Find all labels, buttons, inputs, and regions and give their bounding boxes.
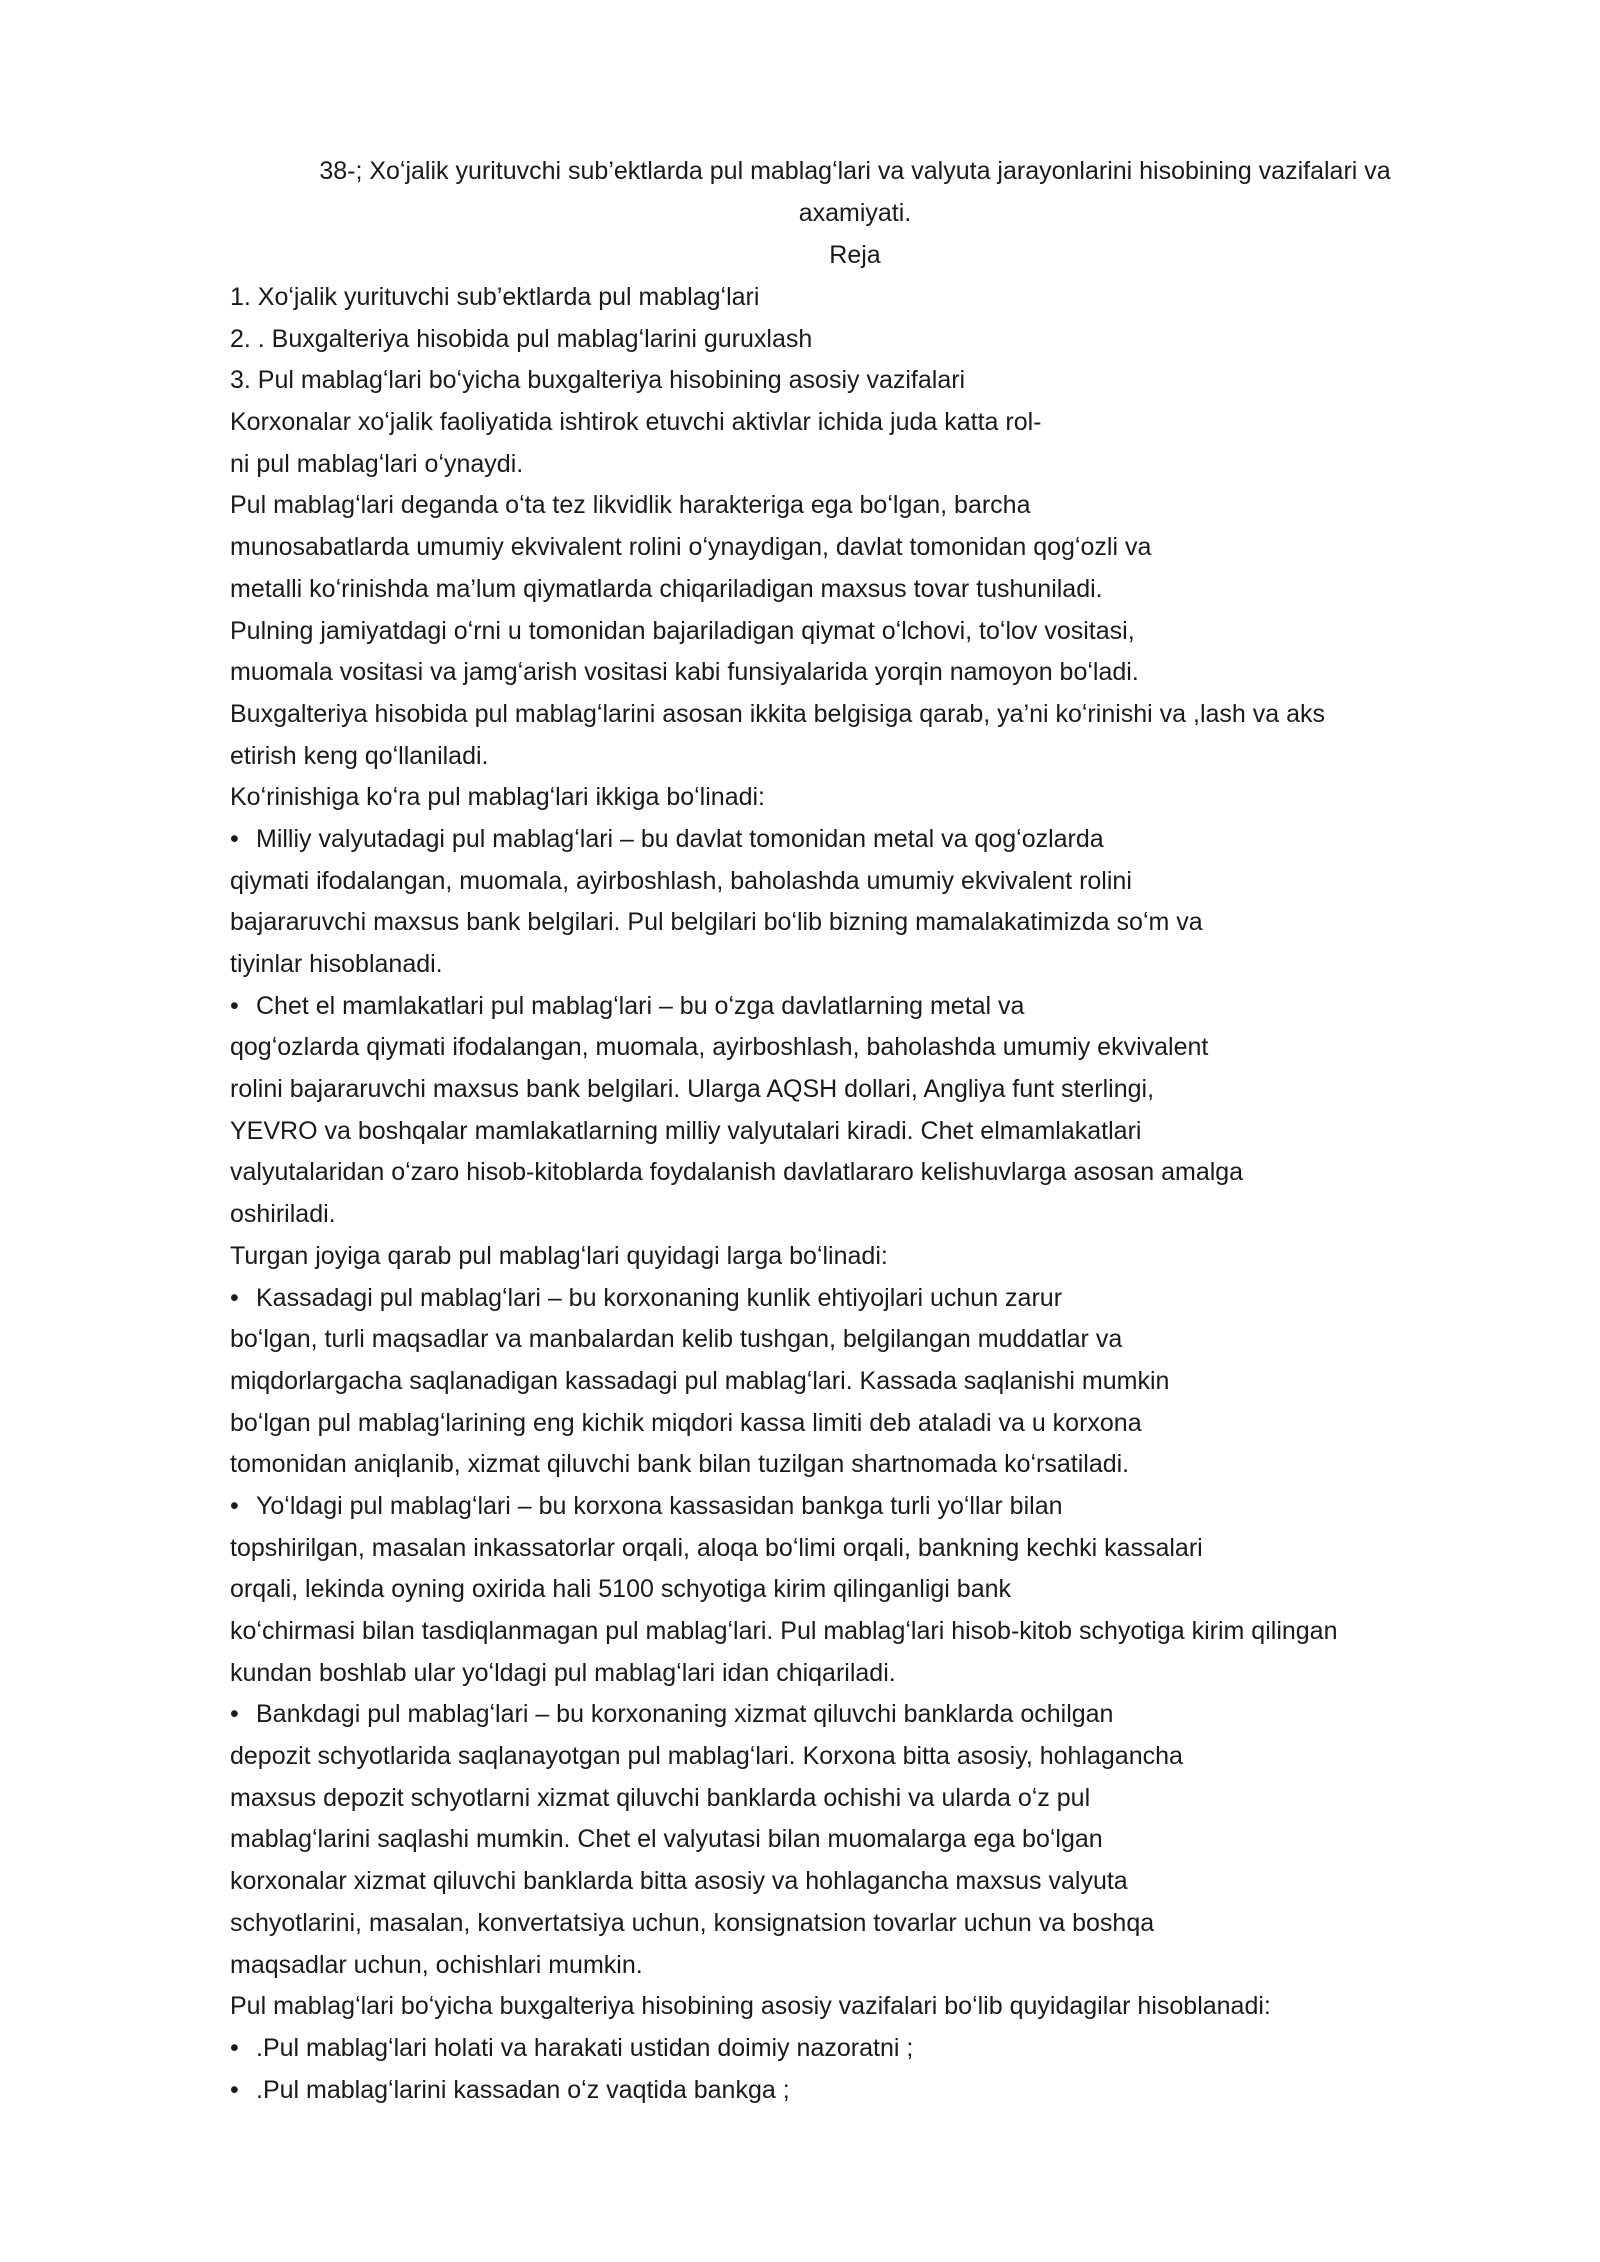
body-line: metalli koʻrinishda ma’lum qiymatlarda chiqariladigan maxsus tovar tushuniladi. (230, 574, 1103, 603)
body-line: mablagʻlarini saqlashi mumkin. Chet el valyutasi bilan muomalarga ega boʻlgan (230, 1825, 1103, 1854)
body-line: tomonidan aniqlanib, xizmat qiluvchi bank bilan tuzilgan shartnomada koʻrsatiladi. (230, 1450, 1130, 1479)
body-line: bajararuvchi maxsus bank belgilari. Pul belgilari boʻlib bizning mamalakatimizda soʻm va (230, 908, 1203, 937)
body-line: schyotlarini, masalan, konvertatsiya uchun, konsignatsion tovarlar uchun va boshqa (230, 1908, 1155, 1937)
body-line: rolini bajararuvchi maxsus bank belgilari. Ularga AQSH dollari, Angliya funt sterlingi, (230, 1075, 1155, 1104)
bullet-line: • .Pul mablagʻlari holati va harakati ustidan doimiy nazoratni ; (230, 2028, 1490, 2070)
body-line: 3. Pul mablagʻlari boʻyicha buxgalteriya hisobining asosiy vazifalari (230, 366, 966, 395)
document-body (230, 277, 1490, 2111)
body-line: maqsadlar uchun, ochishlari mumkin. (230, 1950, 643, 1979)
body-line: Pul mablagʻlari deganda oʻta tez likvidlik harakteriga ega boʻlgan, barcha (230, 491, 1031, 520)
body-line: koʻchirmasi bilan tasdiqlanmagan pul mablagʻlari. Pul mablagʻlari hisob-kitob schyotiga kirim qilingan (230, 1617, 1338, 1645)
body-line: YEVRO va boshqalar mamlakatlarning milliy valyutalari kiradi. Chet elmamlakatlari (230, 1116, 1142, 1145)
bullet-line: • Bankdagi pul mablagʻlari – bu korxonaning xizmat qiluvchi banklarda ochilgan (230, 1694, 1490, 1736)
title-line-2: axamiyati. (798, 199, 912, 227)
body-line: valyutalaridan oʻzaro hisob-kitoblarda foydalanish davlatlararo kelishuvlarga asosan amalga (230, 1158, 1244, 1187)
body-line: 1. Xoʻjalik yurituvchi sub’ektlarda pul mablagʻlari (230, 283, 760, 311)
bullet-line: • Milliy valyutadagi pul mablagʻlari – bu davlat tomonidan metal va qogʻozlarda (230, 819, 1490, 861)
body-line: boʻlgan pul mablagʻlarining eng kichik miqdori kassa limiti deb ataladi va u korxona (230, 1408, 1142, 1437)
plan-heading: Reja (829, 241, 881, 269)
document-title (230, 150, 1480, 276)
bullet-line: • Kassadagi pul mablagʻlari – bu korxonaning kunlik ehtiyojlari uchun zarur (230, 1278, 1490, 1320)
body-line: munosabatlarda umumiy ekvivalent rolini oʻynaydigan, davlat tomonidan qogʻozli va (230, 533, 1152, 562)
body-line: orqali, lekinda oyning oxirida hali 5100 schyotiga kirim qilinganligi bank (230, 1575, 1012, 1604)
body-line: tiyinlar hisoblanadi. (230, 950, 443, 978)
body-line: Turgan joyiga qarab pul mablagʻlari quyidagi larga boʻlinadi: (230, 1241, 888, 1270)
body-line: muomala vositasi va jamgʻarish vositasi kabi funsiyalarida yorqin namoyon boʻladi. (230, 658, 1139, 687)
body-line: Pulning jamiyatdagi oʻrni u tomonidan bajariladigan qiymat oʻlchovi, toʻlov vositasi, (230, 616, 1135, 645)
body-line: maxsus depozit schyotlarni xizmat qiluvchi banklarda ochishi va ularda oʻz pul (230, 1783, 1091, 1812)
body-line: boʻlgan, turli maqsadlar va manbalardan kelib tushgan, belgilangan muddatlar va (230, 1325, 1123, 1354)
body-line: topshirilgan, masalan inkassatorlar orqali, aloqa boʻlimi orqali, bankning kechki kassalari (230, 1533, 1203, 1562)
title-line-1: 38-; Xoʻjalik yurituvchi sub’ektlarda pul mablagʻlari va valyuta jarayonlarini hisobining vazifalari va (319, 157, 1391, 185)
body-line: kundan boshlab ular yoʻldagi pul mablagʻlari idan chiqariladi. (230, 1658, 896, 1687)
body-line: qiymati ifodalangan, muomala, ayirboshlash, baholashda umumiy ekvivalent rolini (230, 866, 1132, 895)
bullet-line: • Yoʻldagi pul mablagʻlari – bu korxona kassasidan bankga turli yoʻllar bilan (230, 1486, 1490, 1528)
body-line: miqdorlargacha saqlanadigan kassadagi pul mablagʻlari. Kassada saqlanishi mumkin (230, 1366, 1170, 1395)
body-line: ni pul mablagʻlari oʻynaydi. (230, 449, 524, 478)
bullet-line: • .Pul mablagʻlarini kassadan oʻz vaqtida bankga ; (230, 2070, 1490, 2112)
bullet-line: • Chet el mamlakatlari pul mablagʻlari – bu oʻzga davlatlarning metal va (230, 986, 1490, 1028)
body-line: Koʻrinishiga koʻra pul mablagʻlari ikkiga boʻlinadi: (230, 783, 765, 812)
body-line: qogʻozlarda qiymati ifodalangan, muomala, ayirboshlash, baholashda umumiy ekvivalent (230, 1033, 1209, 1062)
body-line: Buxgalteriya hisobida pul mablagʻlarini asosan ikkita belgisiga qarab, ya’ni koʻrinishi va ,lash va aks (230, 699, 1326, 728)
body-line: depozit schyotlarida saqlanayotgan pul mablagʻlari. Korxona bitta asosiy, hohlagancha (230, 1742, 1183, 1771)
body-line: korxonalar xizmat qiluvchi banklarda bitta asosiy va hohlagancha maxsus valyuta (230, 1867, 1128, 1896)
body-line: etirish keng qoʻllaniladi. (230, 741, 489, 770)
body-line: Pul mablagʻlari boʻyicha buxgalteriya hisobining asosiy vazifalari boʻlib quyidagilar hisoblanadi: (230, 1992, 1271, 2021)
body-line: Korxonalar xoʻjalik faoliyatida ishtirok etuvchi aktivlar ichida juda katta rol- (230, 408, 1042, 437)
body-line: 2. . Buxgalteriya hisobida pul mablagʻlarini guruxlash (230, 324, 813, 353)
body-line: oshiriladi. (230, 1200, 336, 1229)
